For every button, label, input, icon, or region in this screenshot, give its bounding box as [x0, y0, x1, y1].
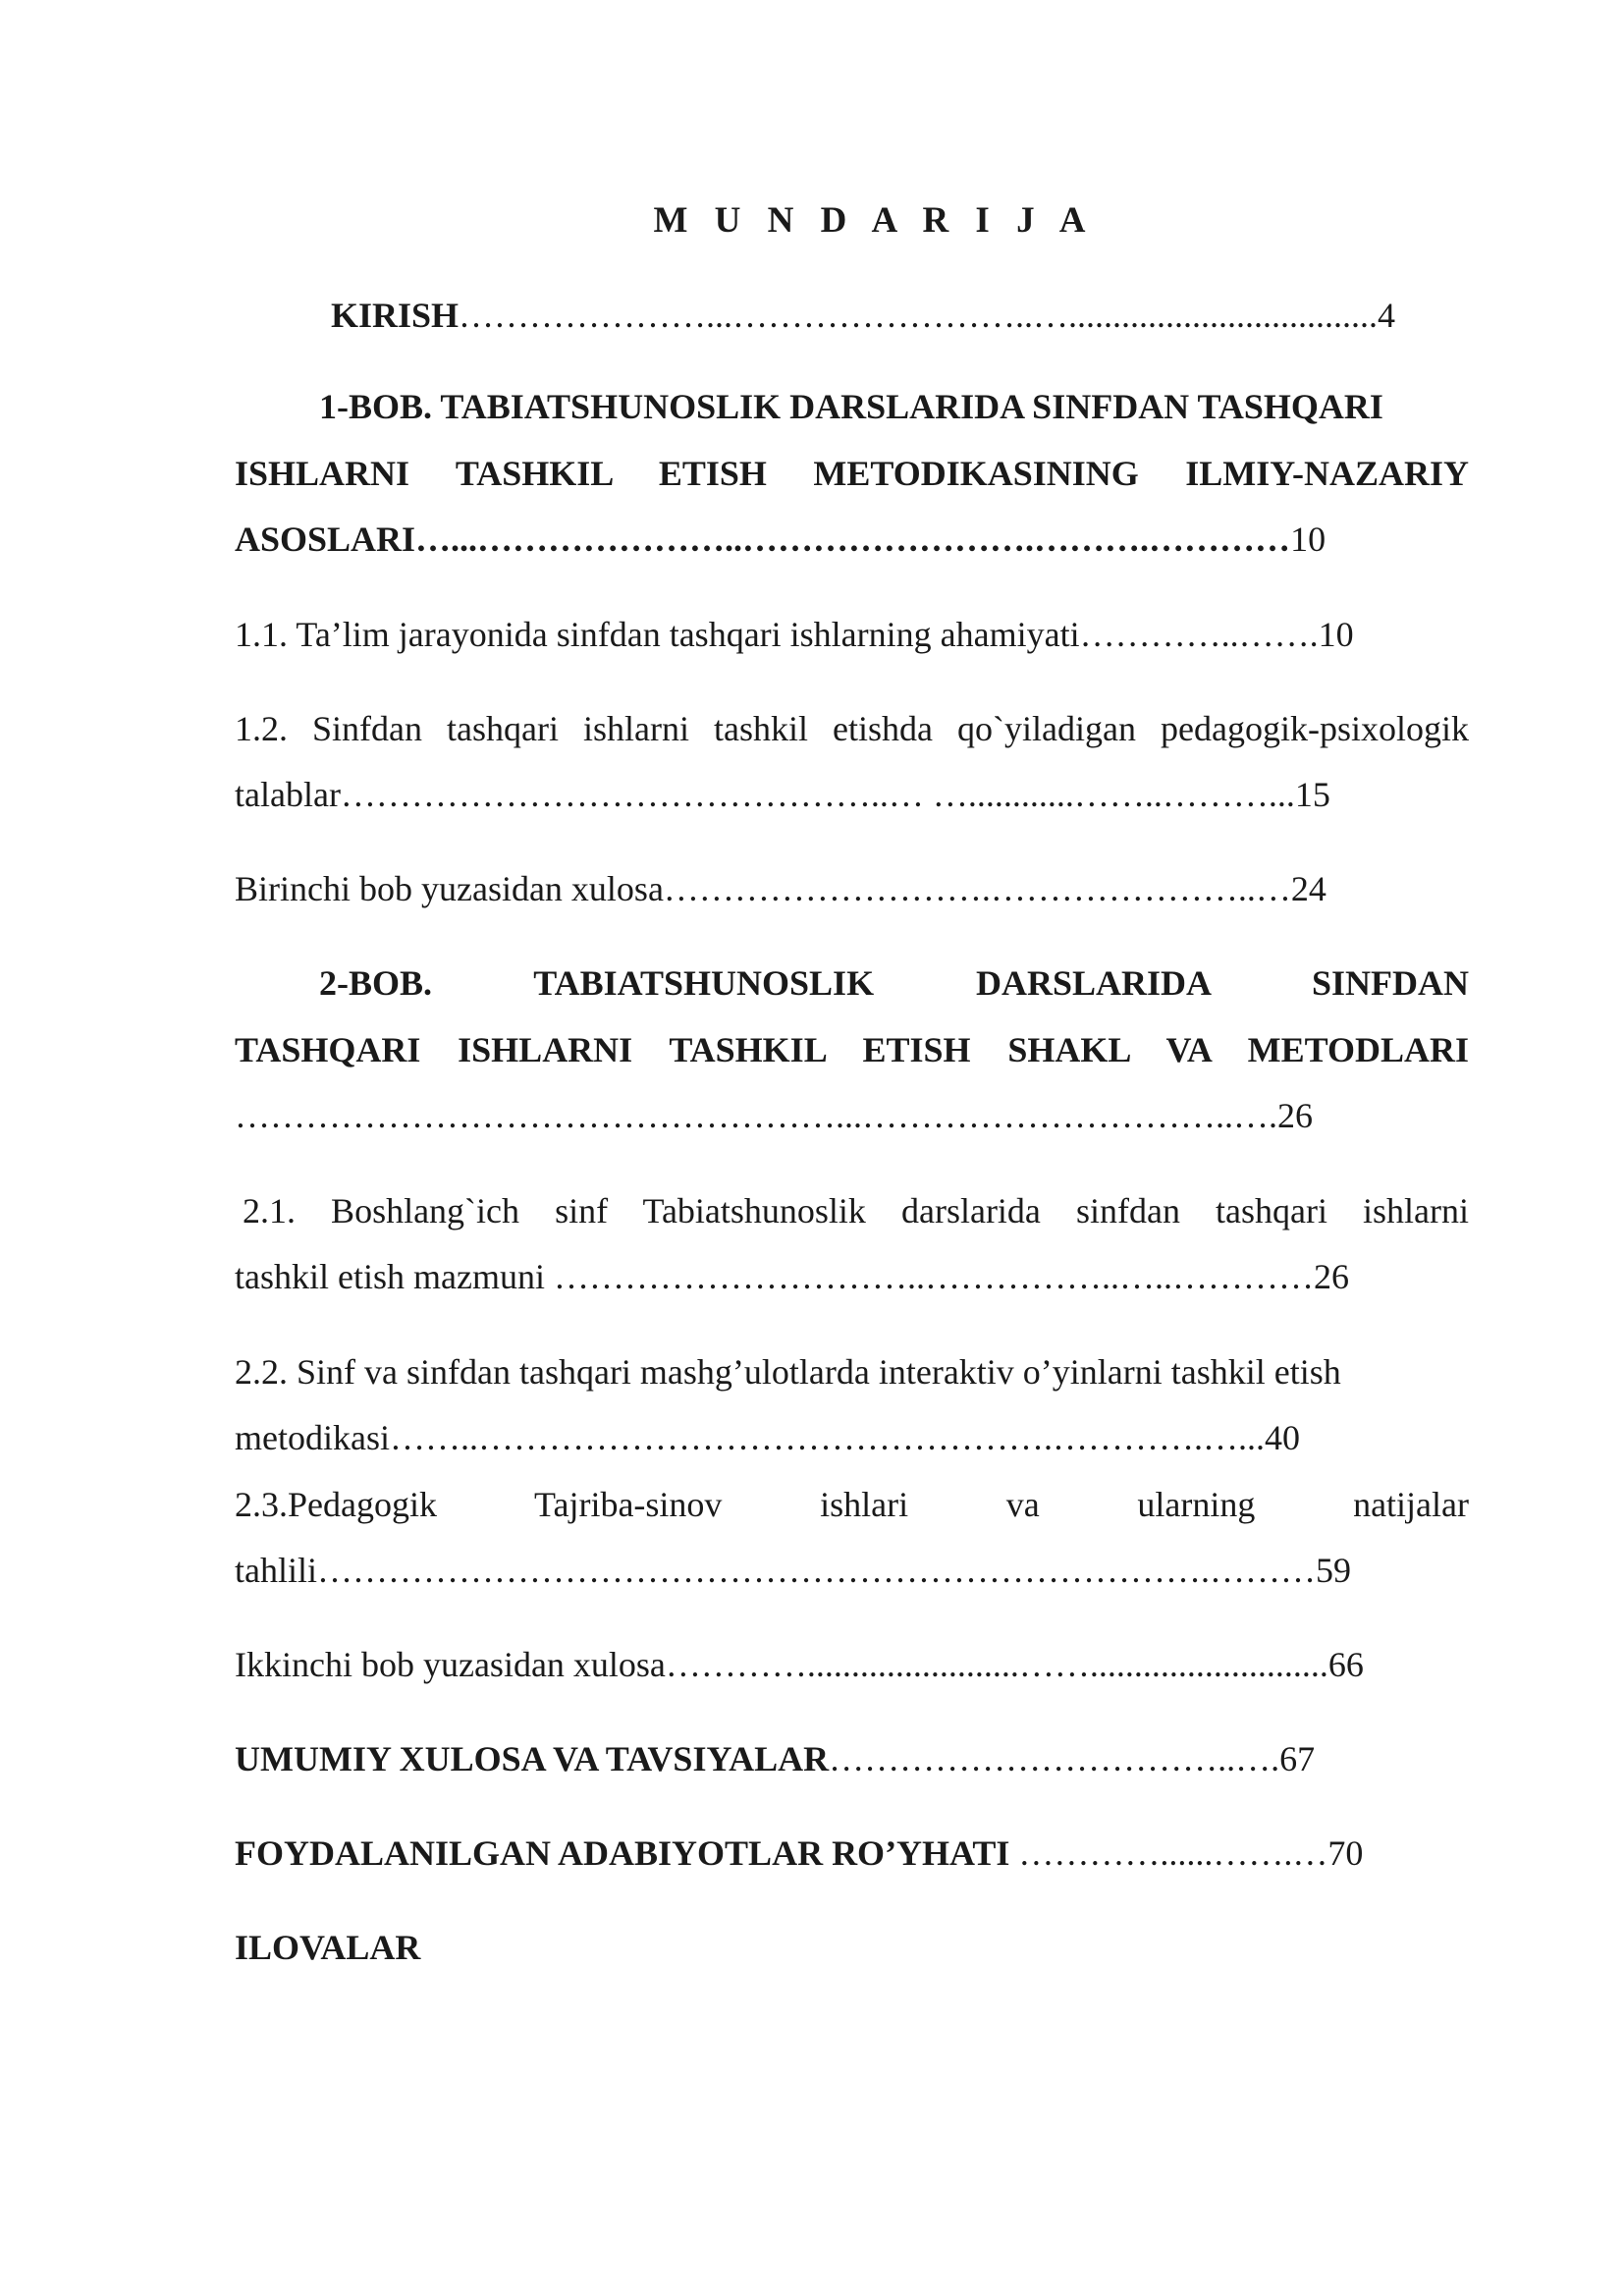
toc-entry-leader: …………………...……………………..…...................................4 — [459, 296, 1396, 335]
toc-entry-references[interactable] — [235, 1835, 1363, 1871]
toc-entry-section-2-1-line-1[interactable]: 2.1. Boshlang`ich sinf Tabiatshunoslik darslarida sinfdan tashqari ishlarni — [243, 1191, 1469, 1230]
toc-entry-chapter-1-line-1[interactable]: 1-BOB. TABIATSHUNOSLIK DARSLARIDA SINFDAN TASHQARI — [319, 387, 1383, 426]
toc-entry-section-2-3-line-2[interactable]: tahlili………………………………………………………………….………59 — [235, 1551, 1351, 1590]
toc-entry-chapter-2-summary[interactable]: Ikkinchi bob yuzasidan xulosa…………........................……...........................66 — [235, 1645, 1364, 1684]
toc-entry-chapter-2-line-2[interactable]: TASHQARI ISHLARNI TASHKIL ETISH SHAKL VA METODLARI — [235, 1030, 1469, 1069]
toc-entry-kirish[interactable] — [331, 298, 1395, 333]
toc-entry-leader: ……………………………..….67 — [829, 1739, 1316, 1778]
toc-entry-chapter-2-line-1[interactable]: 2-BOB. TABIATSHUNOSLIK DARSLARIDA SINFDAN — [319, 963, 1469, 1003]
toc-entry-section-2-2-line-1[interactable]: 2.2. Sinf va sinfdan tashqari mashg’ulotlarda interaktiv o’yinlarni tashkil etish — [235, 1352, 1341, 1392]
toc-entry-section-1-2-line-2[interactable]: talablar………………………………………..… …............……..………...15 — [235, 775, 1330, 814]
toc-entry-appendices[interactable]: ILOVALAR — [235, 1928, 421, 1967]
toc-entry-section-2-3-line-1[interactable]: 2.3.Pedagogik Tajriba-sinov ishlari va ularning natijalar — [235, 1485, 1469, 1524]
toc-entry-label: FOYDALANILGAN ADABIYOTLAR RO’YHATI — [235, 1833, 1010, 1873]
toc-entry-chapter-2-line-3[interactable]: ……………………………………………...…………………………..….26 — [235, 1096, 1313, 1135]
toc-entry-section-2-1-line-2[interactable]: tashkil etish mazmuni …………………………..……………..…..…………26 — [235, 1257, 1349, 1296]
toc-entry-section-1-2-line-1[interactable]: 1.2. Sinfdan tashqari ishlarni tashkil etishda qo`yiladigan pedagogik-psixologik — [235, 709, 1469, 748]
toc-entry-chapter-1-line-3[interactable] — [235, 521, 1326, 557]
toc-entry-chapter-1-line-2[interactable]: ISHLARNI TASHKIL ETISH METODIKASINING ILMIY-NAZARIY — [235, 454, 1469, 493]
toc-entry-label: UMUMIY XULOSA VA TAVSIYALAR — [235, 1739, 830, 1778]
toc-entry-section-1-1[interactable]: 1.1. Ta’lim jarayonida sinfdan tashqari ishlarning ahamiyati…………..…….10 — [235, 615, 1354, 654]
toc-title: M U N D A R I J A — [653, 200, 1095, 241]
toc-entry-page: 10 — [1290, 519, 1326, 559]
toc-entry-section-2-2-line-2[interactable]: metodikasi……..………………………………………….………….…...40 — [235, 1418, 1300, 1457]
toc-entry-conclusions[interactable] — [235, 1741, 1315, 1777]
toc-entry-label: KIRISH — [331, 296, 460, 335]
toc-entry-leader: …………......…….…70 — [1009, 1833, 1364, 1873]
toc-entry-chapter-1-summary[interactable]: Birinchi bob yuzasidan xulosa……………………….…………………..…24 — [235, 869, 1326, 908]
toc-entry-label: ASOSLARI…...…………………..…………………….……….………… — [235, 519, 1291, 559]
